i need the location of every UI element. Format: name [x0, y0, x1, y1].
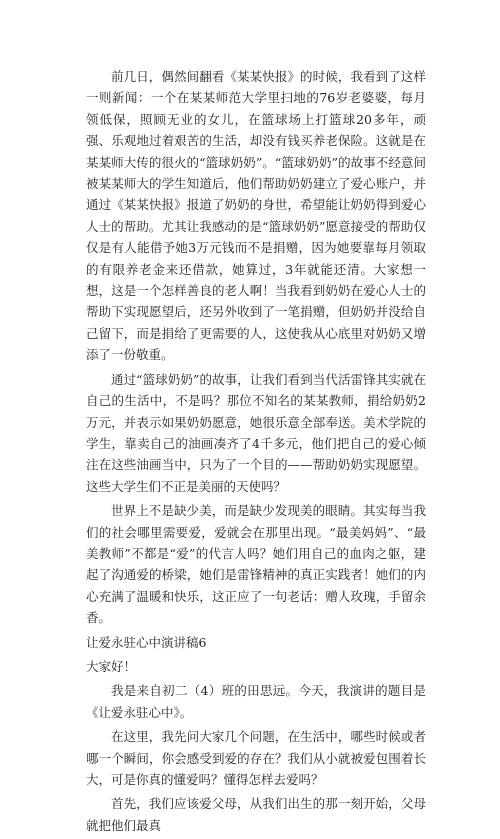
- body-paragraph: 前几日，偶然间翻看《某某快报》的时候，我看到了这样一则新闻：一个在某某师范大学里扫地的76岁老婆婆，每月领低保，照顾无业的女儿，在篮球场上打篮球20多年，顽强、乐观地过着艰苦的生活，却没有钱买养老保险。这就是在某某师大传的很火的“篮球奶奶”。“篮球奶奶”的故事不经意间被某某师大的学生知道后，他们帮助奶奶建立了爱心账户，并通过《某某快报》报道了奶奶的身世，希望能让奶奶得到爱心人士的帮助。尤其让我感动的是“篮球奶奶”愿意接受的帮助仅仅是有人能借予她3万元钱而不是捐赠，因为她要靠每月领取的有限养老金来还借款，她算过，3年就能还清。大家想一想，这是一个怎样善良的老人啊！当我看到奶奶在爱心人士的帮助下实现愿望后，还另外收到了一笔捐赠，但奶奶并没给自己留下，而是捐给了更需要的人，这使我从心底里对奶奶又增添了一份敬重。: [86, 69, 426, 363]
- body-paragraph: 通过“篮球奶奶”的故事，让我们看到当代活雷锋其实就在自己的生活中，不是吗？那位不知名的某某教师，捐给奶奶2万元，并表示如果奶奶愿意，她很乐意全部奉送。美术学院的学生，靠卖自己的油画凑齐了4千多元，他们把自己的爱心倾注在这些油画当中，只为了一个目的——帮助奶奶实现愿望。这些大学生们不正是美丽的天使吗？: [86, 371, 426, 494]
- body-paragraph: 世界上不是缺少美，而是缺少发现美的眼睛。其实每当我们的社会哪里需要爱，爱就会在那里出现。“最美妈妈”、“最美教师”不都是“爱”的代言人吗？她们用自己的血肉之躯，建起了沟通爱的桥梁，她们是雷锋精神的真正实践者！她们的内心充满了温暖和快乐，这正应了一句老话：赠人玫瑰，手留余香。: [86, 503, 426, 626]
- body-paragraph: 首先，我们应该爱父母，从我们出生的那一刻开始，父母就把他们最真: [86, 796, 426, 833]
- body-paragraph: 我是来自初二（4）班的田思远。今天，我演讲的题目是《让爱永驻心中》。: [86, 683, 426, 720]
- document-page: [86, 66, 426, 839]
- salutation: 大家好！: [86, 658, 137, 674]
- section-title: 让爱永驻心中演讲稿6: [86, 634, 207, 650]
- body-paragraph: 在这里，我先问大家几个问题，在生活中，哪些时候或者哪一个瞬间，你会感受到爱的存在？我们从小就被爱包围着长大，可是你真的懂爱吗？懂得怎样去爱吗？: [86, 729, 426, 787]
